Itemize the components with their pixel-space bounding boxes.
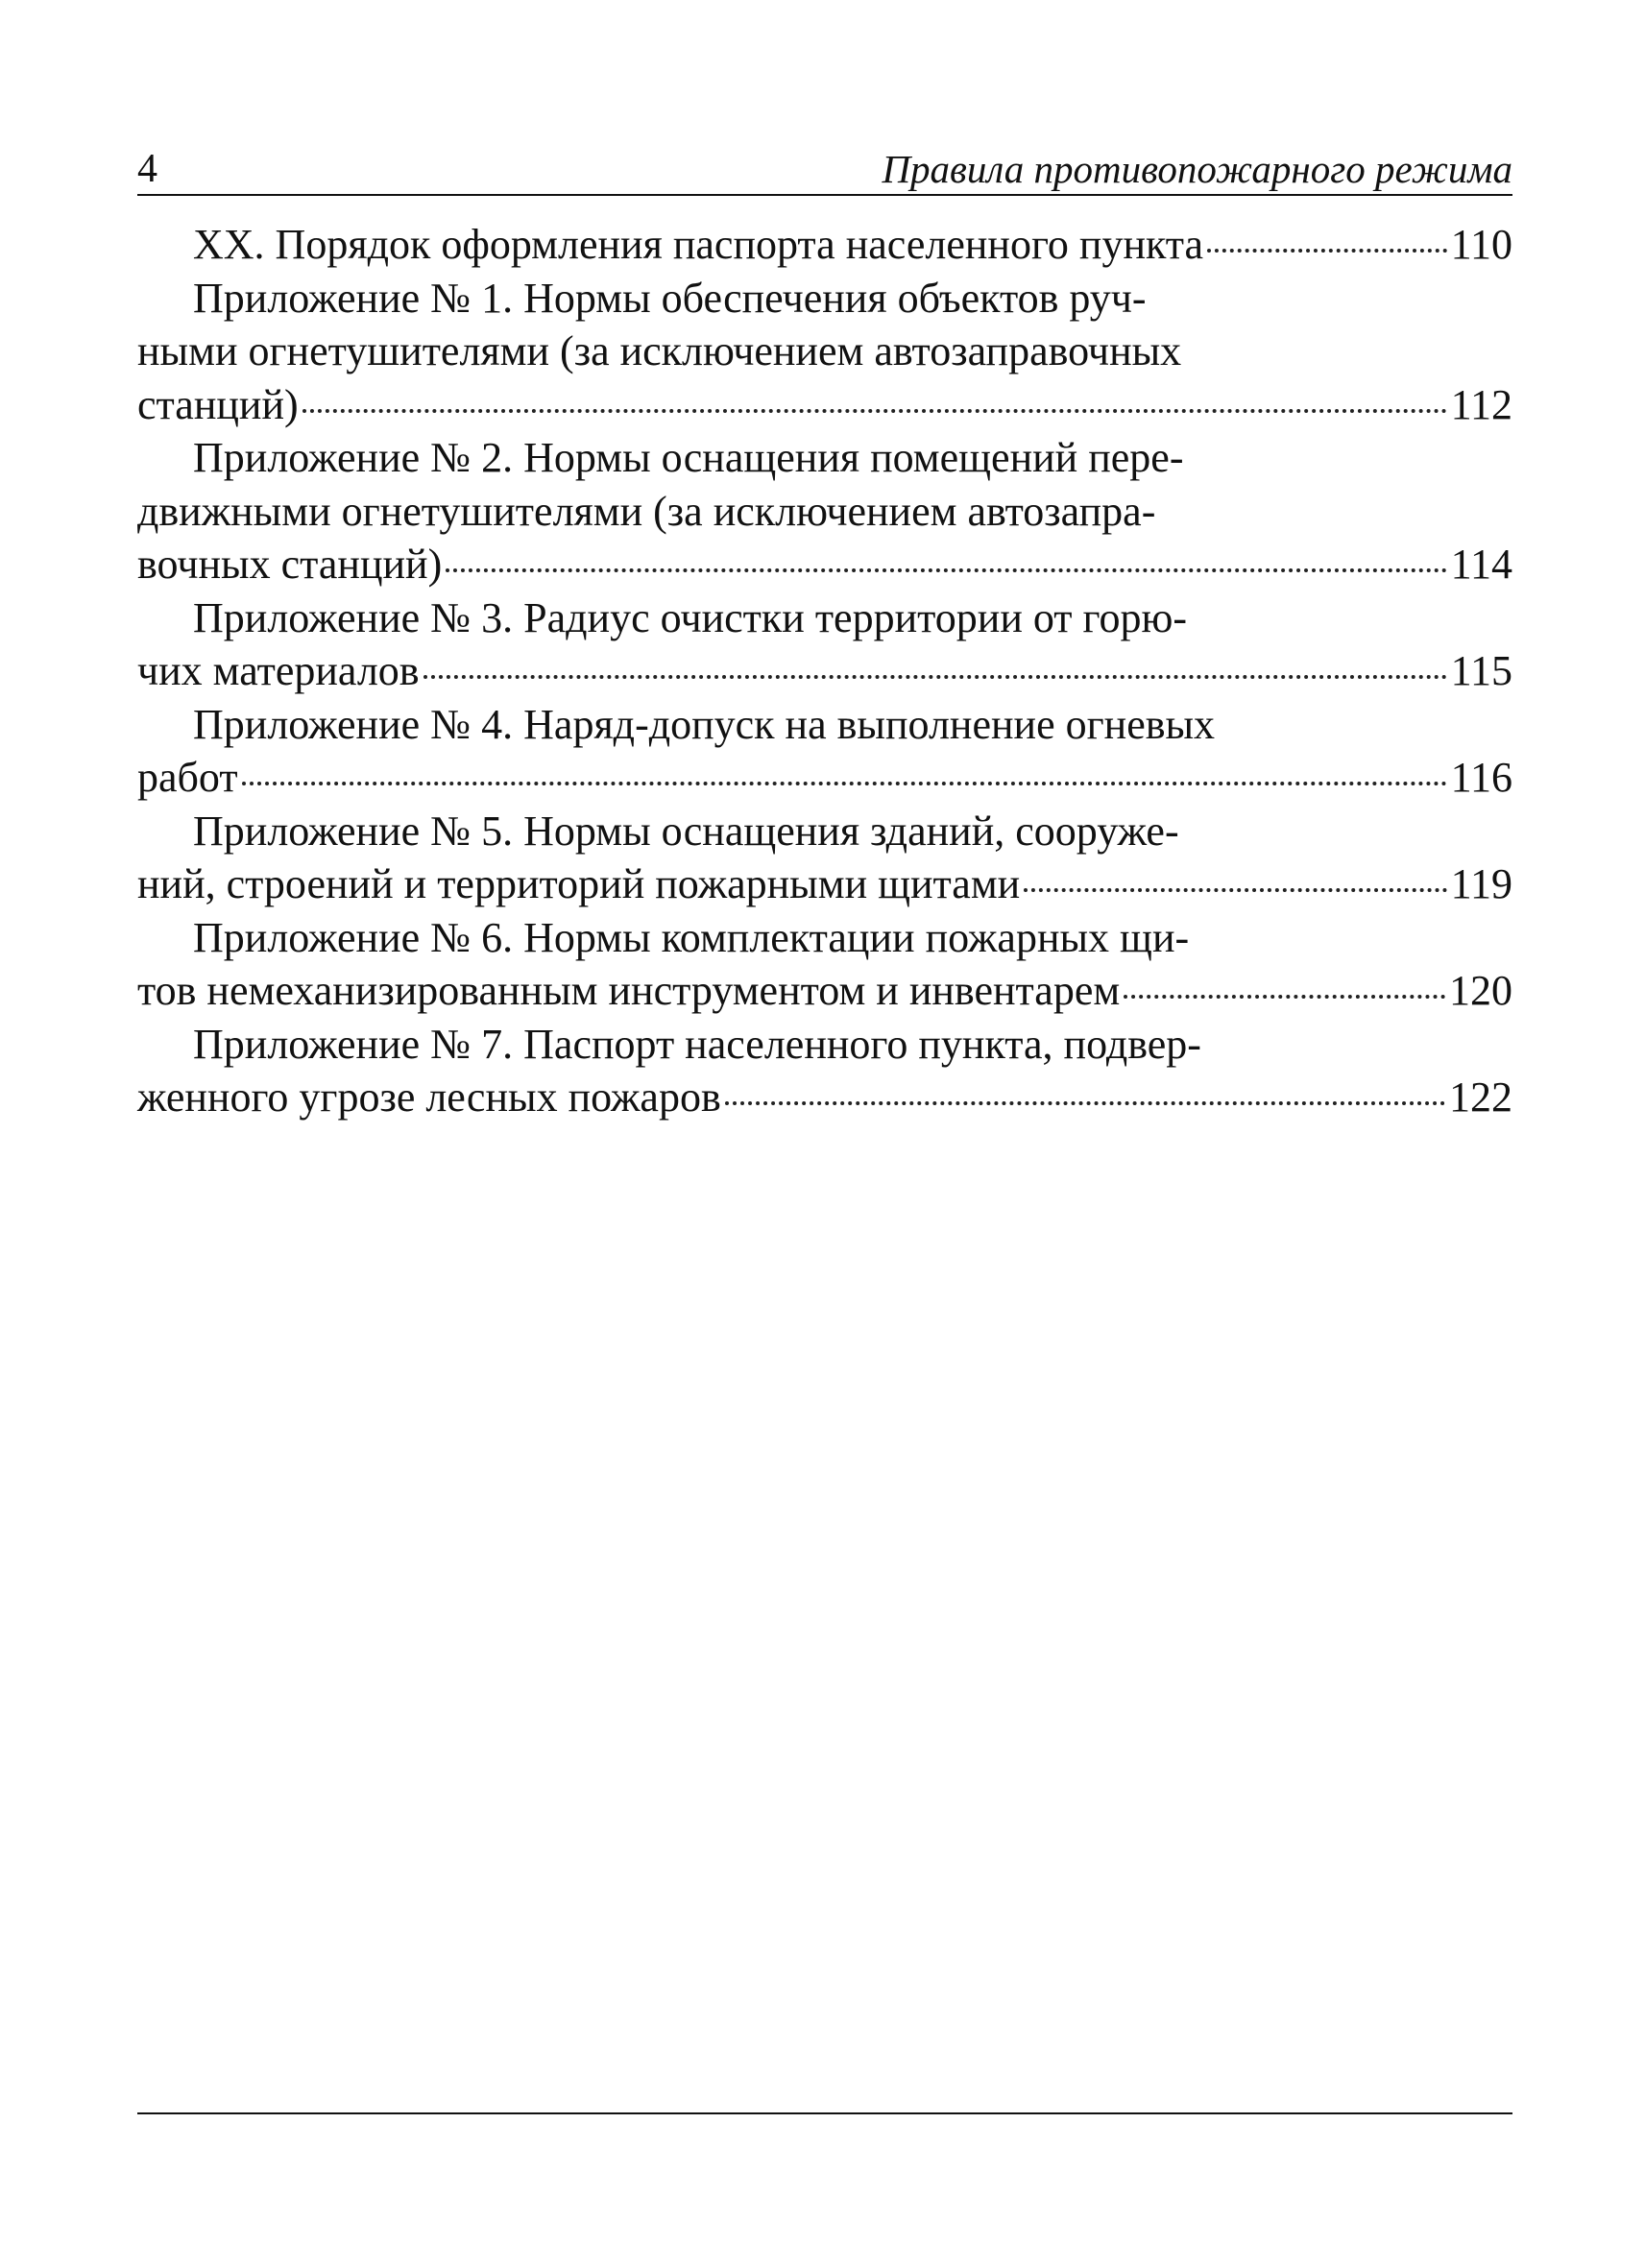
toc-entry [137, 1018, 1512, 1124]
dot-leader [1024, 888, 1446, 892]
footer-rule [137, 2112, 1512, 2114]
dot-leader [423, 675, 1447, 679]
running-header-title: Правила противопожарного режима [882, 147, 1512, 191]
dot-leader [446, 568, 1446, 572]
toc-entry-line: Приложение № 4. Наряд-допуск на выполнение огневых [193, 700, 1216, 748]
toc-entry-last-line [137, 751, 1512, 805]
toc-entry-last-line [137, 218, 1512, 272]
toc-entry-last-line [137, 644, 1512, 698]
toc-page-number: 122 [1449, 1074, 1512, 1121]
toc-entry-line: вочных станций) [137, 541, 443, 588]
toc-entry-last-line [137, 1071, 1512, 1124]
toc-entry [137, 698, 1512, 805]
toc-entry-line: работ [137, 754, 238, 801]
dot-leader [725, 1101, 1445, 1105]
toc-page-number: 119 [1450, 860, 1512, 907]
toc-entry-last-line [137, 964, 1512, 1018]
toc-entry [137, 431, 1512, 591]
toc-entry-line: тов немеханизированным инструментом и инвентарем [137, 967, 1121, 1014]
toc-entry-line: чих материалов [137, 647, 420, 694]
dot-leader [242, 782, 1447, 785]
toc-page-number: 120 [1449, 967, 1512, 1014]
toc-entry-last-line [137, 857, 1512, 911]
toc-entry-last-line [137, 378, 1512, 432]
toc-entry [137, 218, 1512, 272]
toc-entry [137, 591, 1512, 698]
toc-entry-last-line [137, 538, 1512, 591]
toc-entry-line: станций) [137, 380, 299, 428]
table-of-contents [137, 218, 1512, 1124]
toc-entry-line: XX. Порядок оформления паспорта населенного пункта [193, 221, 1204, 268]
toc-entry-line: Приложение № 1. Нормы обеспечения объектов руч- [193, 274, 1147, 322]
dot-leader [1207, 249, 1447, 253]
dot-leader [1124, 995, 1445, 999]
header-rule [137, 194, 1512, 196]
toc-entry-line: ными огнетушителями (за исключением автозаправочных [137, 327, 1182, 374]
toc-entry-line: Приложение № 5. Нормы оснащения зданий, сооруже- [193, 807, 1179, 855]
page-number: 4 [137, 147, 157, 191]
toc-page-number: 114 [1450, 541, 1512, 588]
toc-entry-line: Приложение № 2. Нормы оснащения помещений пере- [193, 434, 1184, 481]
toc-entry-line: ний, строений и территорий пожарными щитами [137, 860, 1021, 907]
toc-entry [137, 805, 1512, 911]
toc-page-number: 116 [1450, 754, 1512, 801]
toc-page-number: 110 [1450, 221, 1512, 268]
toc-entry-line: движными огнетушителями (за исключением автозапра- [137, 487, 1156, 535]
toc-entry-line: Приложение № 6. Нормы комплектации пожарных щи- [193, 913, 1190, 961]
running-header [137, 140, 1512, 194]
dot-leader [302, 409, 1447, 413]
toc-entry [137, 911, 1512, 1018]
toc-page-number: 112 [1450, 380, 1512, 428]
toc-entry [137, 272, 1512, 432]
toc-entry-line: Приложение № 7. Паспорт населенного пункта, подвер- [193, 1020, 1201, 1068]
toc-page-number: 115 [1450, 647, 1512, 694]
toc-entry-line: женного угрозе лесных пожаров [137, 1074, 721, 1121]
toc-entry-line: Приложение № 3. Радиус очистки территории от горю- [193, 593, 1187, 641]
